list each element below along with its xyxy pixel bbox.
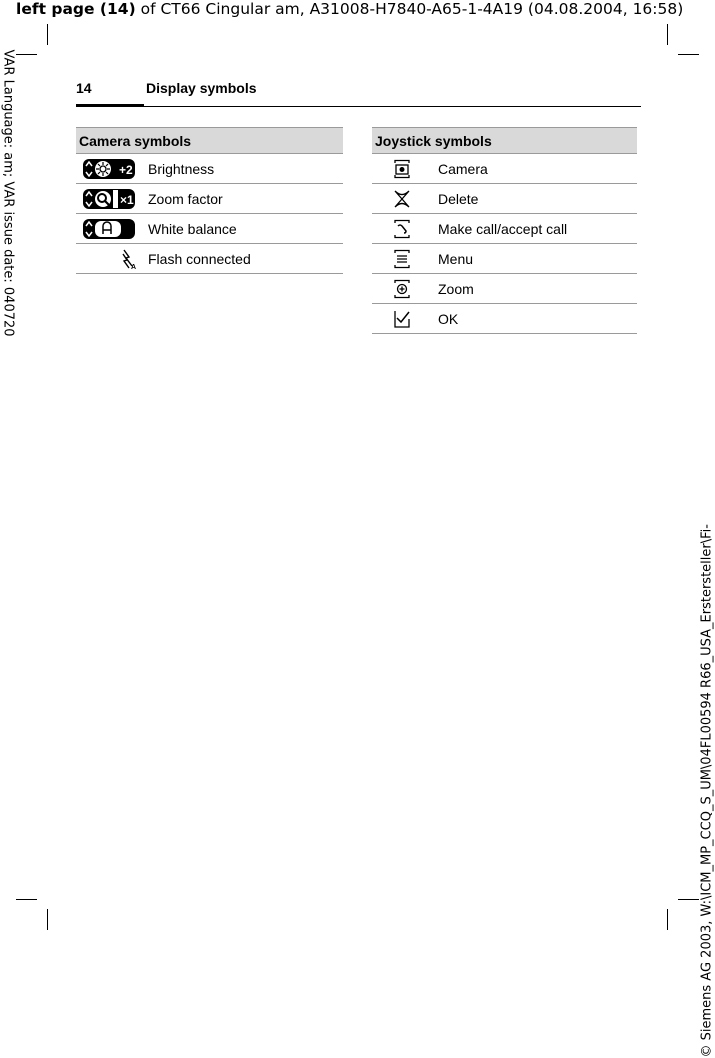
row-label: OK <box>432 304 637 334</box>
print-header-rest: of CT66 Cingular am, A31008-H7840-A65-1-4A19 (04.08.2004, 16:58) <box>135 0 684 18</box>
table-row <box>372 304 637 334</box>
table-row <box>76 184 343 214</box>
crop-mark <box>47 24 48 45</box>
call-icon <box>393 219 411 239</box>
white-balance-icon <box>82 218 136 240</box>
brightness-icon <box>82 158 136 180</box>
row-label: Menu <box>432 244 637 274</box>
table-row <box>372 184 637 214</box>
zoom-icon <box>393 279 411 299</box>
crop-mark <box>678 54 699 55</box>
row-label: Make call/accept call <box>432 214 637 244</box>
side-note-right: © Siemens AG 2003, W:\ICM_MP_CCQ_S_UM\04FL00594 R66_USA_Erstersteller\Fi- <box>699 524 715 1058</box>
row-label: Brightness <box>142 154 343 184</box>
print-header-bold: left page (14) <box>16 0 136 18</box>
joystick-symbols-heading: Joystick symbols <box>372 128 637 154</box>
camera-symbols-table <box>76 127 343 274</box>
table-row <box>372 274 637 304</box>
table-row <box>372 214 637 244</box>
flash-connected-icon <box>118 248 138 270</box>
delete-icon <box>393 189 411 209</box>
header-rule <box>76 106 641 107</box>
page-number: 14 <box>76 80 92 96</box>
camera-symbols-heading: Camera symbols <box>76 128 343 154</box>
crop-mark <box>667 909 668 930</box>
row-label: Flash connected <box>142 244 343 274</box>
menu-icon <box>393 249 411 269</box>
svg-text:A: A <box>131 263 137 270</box>
zoom-factor-icon <box>82 188 136 210</box>
print-header <box>16 0 715 18</box>
row-label: Zoom factor <box>142 184 343 214</box>
side-note-left: VAR Language: am; VAR issue date: 040720 <box>0 49 16 337</box>
row-label: Zoom <box>432 274 637 304</box>
crop-mark <box>667 24 668 45</box>
table-row <box>76 154 343 184</box>
svg-text:×1: ×1 <box>120 192 134 207</box>
camera-icon <box>393 159 411 179</box>
crop-mark <box>678 899 699 900</box>
crop-mark <box>16 899 37 900</box>
joystick-symbols-table <box>372 127 637 334</box>
ok-icon <box>393 309 411 329</box>
table-row <box>372 244 637 274</box>
page-title: Display symbols <box>146 80 257 96</box>
row-label: Camera <box>432 154 637 184</box>
table-row <box>76 244 343 274</box>
row-label: White balance <box>142 214 343 244</box>
table-row <box>372 154 637 184</box>
table-row <box>76 214 343 244</box>
svg-text:+2: +2 <box>119 162 133 177</box>
crop-mark <box>47 909 48 930</box>
crop-mark <box>16 54 37 55</box>
row-label: Delete <box>432 184 637 214</box>
